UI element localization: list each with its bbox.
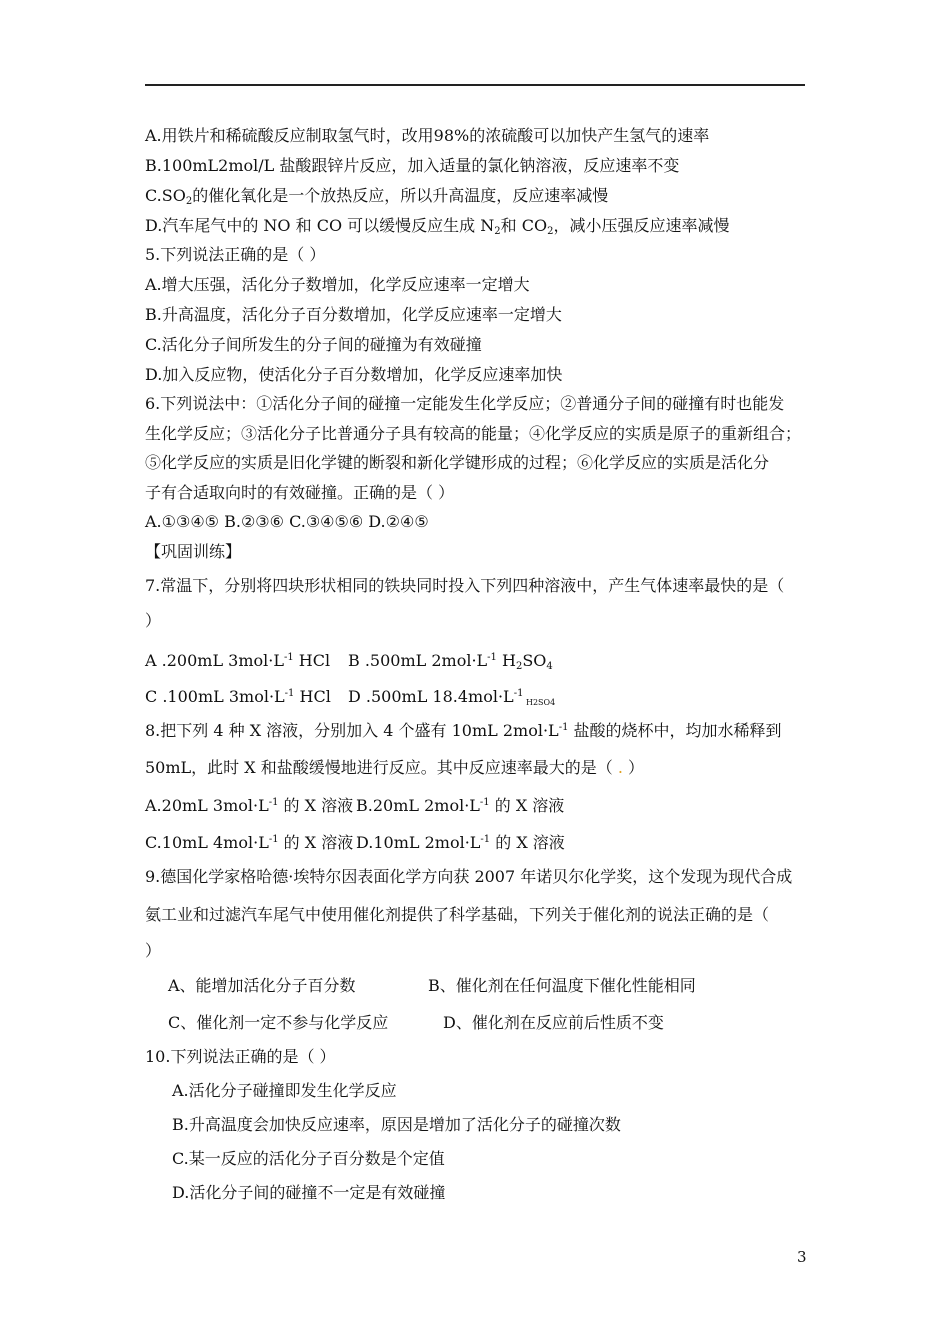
header-rule (145, 84, 805, 86)
page-number: 3 (797, 1248, 807, 1266)
q10-option-c: C.某一反应的活化分子百分数是个定值 (172, 1149, 445, 1168)
q9-option-a: A、能增加活化分子百分数 (168, 976, 356, 995)
q8-option-c: C.10mL $4mol\cdot L^{-1}$ 的 X 溶液 (145, 833, 354, 852)
q9-stem-line2: 氨工业和过滤汽车尾气中使用催化剂提供了科学基础，下列关于催化剂的说法正确的是（ (145, 905, 770, 924)
q6-stem-line3: ⑤化学反应的实质是旧化学键的断裂和新化学键形成的过程；⑥化学反应的实质是活化分 (145, 453, 770, 472)
q5-option-a: A.增大压强，活化分子数增加，化学反应速率一定增大 (145, 275, 530, 294)
q7-option-b: B .500mL $2mol\cdot L^{-1}$ $H_2SO_4$ (348, 651, 553, 672)
q4-option-c: $C.SO_2$的催化氧化是一个放热反应，所以升高温度，反应速率减慢 (145, 186, 609, 207)
q7-option-d: D .500mL $18.4mol\cdot L^{-1}$ H2SO4 (348, 687, 556, 707)
q9-stem-line1: 9.德国化学家格哈德·埃特尔因表面化学方向获 2007 年诺贝尔化学奖，这个发现为现代合成 (145, 867, 793, 886)
q9-option-d: D、催化剂在反应前后性质不变 (443, 1013, 664, 1032)
q10-option-a: A.活化分子碰撞即发生化学反应 (172, 1081, 397, 1100)
q4-option-d: D.汽车尾气中的 NO 和 CO 可以缓慢反应生成 $N_2$和 $CO_2$，减小压强反应速率减慢 (145, 216, 730, 237)
q9-option-c: C、催化剂一定不参与化学反应 (168, 1013, 389, 1032)
q5-option-b: B.升高温度，活化分子百分数增加，化学反应速率一定增大 (145, 305, 562, 324)
q10-option-d: D.活化分子间的碰撞不一定是有效碰撞 (172, 1183, 446, 1202)
q6-stem-line1: 6.下列说法中：①活化分子间的碰撞一定能发生化学反应；②普通分子间的碰撞有时也能发 (145, 394, 785, 413)
q5-option-c: C.活化分子间所发生的分子间的碰撞为有效碰撞 (145, 335, 482, 354)
q10-option-b: B.升高温度会加快反应速率，原因是增加了活化分子的碰撞次数 (172, 1115, 621, 1134)
q8-stem-line1: 8.把下列 4 种 X 溶液，分别加入 4 个盛有 10mL $2mol\cdot L^{-1}$ 盐酸的烧杯中，均加水稀释到 (145, 721, 782, 740)
q4-option-a: A.用铁片和稀硫酸反应制取氢气时，改用98%的浓硫酸可以加快产生氢气的速率 (145, 126, 710, 145)
q7-option-c: C .100mL $3mol\cdot L^{-1}$ HCl (145, 687, 331, 706)
q9-stem-line3: ） (145, 941, 162, 960)
q7-stem-line1: 7.常温下，分别将四块形状相同的铁块同时投入下列四种溶液中，产生气体速率最快的是（ (145, 576, 785, 595)
q5-stem: 5.下列说法正确的是（ ） (145, 245, 326, 264)
q7-option-a: A .200mL $3mol\cdot L^{-1}$ HCl (145, 651, 331, 670)
q6-stem-line2: 生化学反应；③活化分子比普通分子具有较高的能量；④化学反应的实质是原子的重新组合； (145, 424, 802, 443)
q8-option-b: B.20mL $2mol\cdot L^{-1}$ 的 X 溶液 (356, 796, 565, 815)
q9-option-b: B、催化剂在任何温度下催化性能相同 (428, 976, 696, 995)
section-heading: 【巩固训练】 (145, 542, 242, 561)
q7-stem-line2: ） (145, 611, 162, 630)
q8-option-a: A.20mL $3mol\cdot L^{-1}$ 的 X 溶液 (145, 796, 354, 815)
q10-stem: 10.下列说法正确的是（ ） (145, 1047, 336, 1066)
q8-stem-line2: 50mL，此时 X 和盐酸缓慢地进行反应。其中反应速率最大的是（ . ） (145, 758, 644, 777)
q8-option-d: D.10mL $2mol\cdot L^{-1}$ 的 X 溶液 (356, 833, 565, 852)
q4-option-b: B.100mL2mol/L 盐酸跟锌片反应，加入适量的氯化钠溶液，反应速率不变 (145, 156, 680, 175)
q6-stem-line4: 子有合适取向时的有效碰撞。正确的是（ ） (145, 483, 455, 502)
q6-options: A.①③④⑤ B.②③⑥ C.③④⑤⑥ D.②④⑤ (145, 512, 429, 531)
q5-option-d: D.加入反应物，使活化分子百分数增加，化学反应速率加快 (145, 365, 563, 384)
